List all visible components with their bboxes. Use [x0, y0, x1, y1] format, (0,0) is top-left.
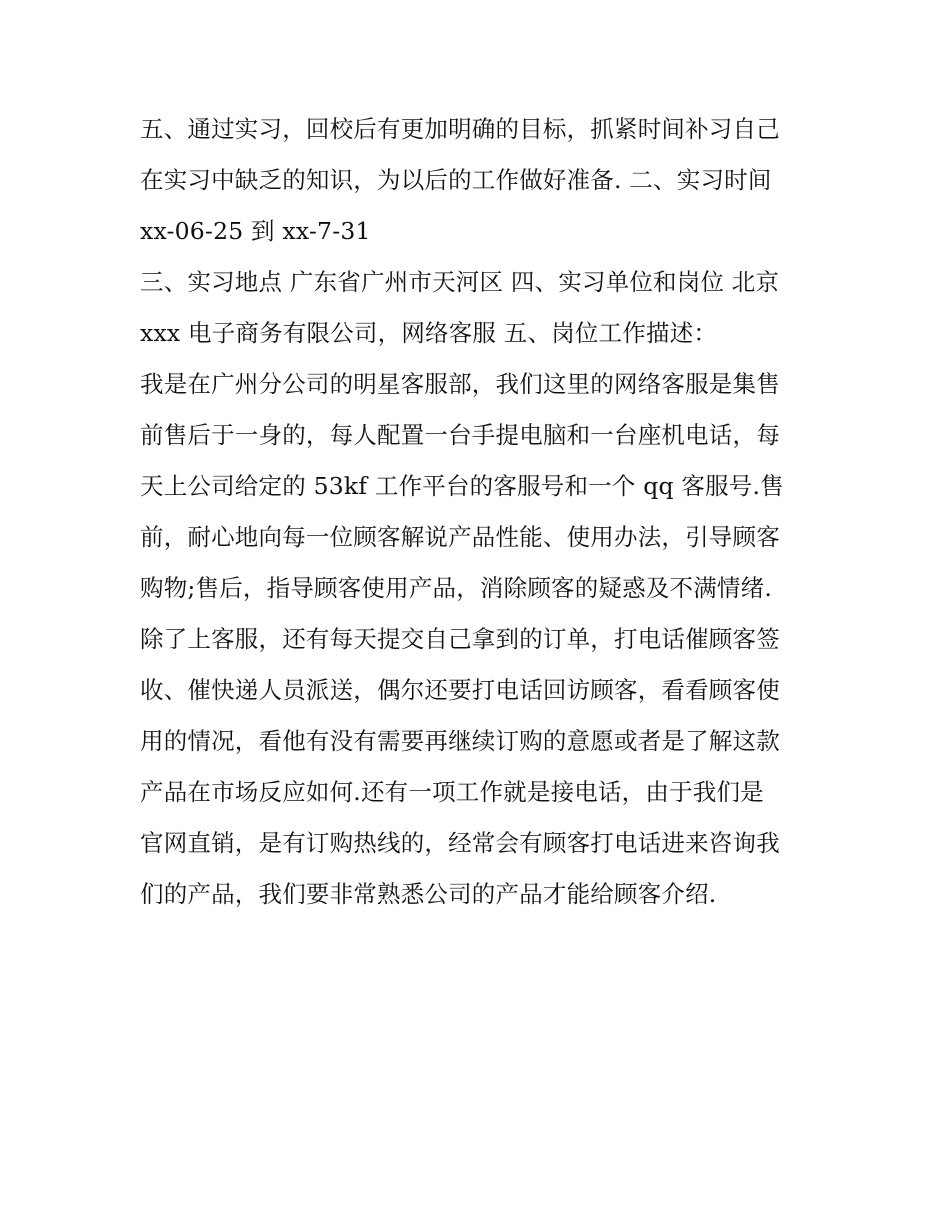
text-line: 前，耐心地向每一位顾客解说产品性能、使用办法，引导顾客 [140, 523, 780, 551]
text-line: 天上公司给定的 53kf 工作平台的客服号和一个 qq 客服号.售 [140, 472, 784, 500]
text-line: 前售后于一身的，每人配置一台手提电脑和一台座机电话，每 [140, 421, 780, 449]
text-line: 在实习中缺乏的知识，为以后的工作做好准备. 二、实习时间 [140, 166, 772, 194]
text-line: 用的情况，看他有没有需要再继续订购的意愿或者是了解这款 [140, 727, 780, 755]
text-line: 我是在广州分公司的明星客服部，我们这里的网络客服是集售 [140, 370, 780, 398]
text-line: 收、催快递人员派送，偶尔还要打电话回访顾客，看看顾客使 [140, 676, 780, 704]
text-line: 三、实习地点 广东省广州市天河区 四、实习单位和岗位 北京 [140, 268, 780, 296]
text-line: xx-06-25 到 xx-7-31 [140, 217, 371, 245]
text-line: 购物;售后，指导顾客使用产品，消除顾客的疑惑及不满情绪. [140, 574, 772, 602]
text-line: 官网直销，是有订购热线的，经常会有顾客打电话进来咨询我 [140, 829, 780, 857]
text-line: 产品在市场反应如何.还有一项工作就是接电话，由于我们是 [140, 778, 764, 806]
text-line: xxx 电子商务有限公司，网络客服 五、岗位工作描述： [140, 319, 718, 347]
text-line: 们的产品，我们要非常熟悉公司的产品才能给顾客介绍. [140, 880, 717, 908]
text-line: 五、通过实习，回校后有更加明确的目标，抓紧时间补习自己 [140, 115, 780, 143]
text-line: 除了上客服，还有每天提交自己拿到的订单，打电话催顾客签 [140, 625, 780, 653]
body-text [140, 104, 820, 920]
